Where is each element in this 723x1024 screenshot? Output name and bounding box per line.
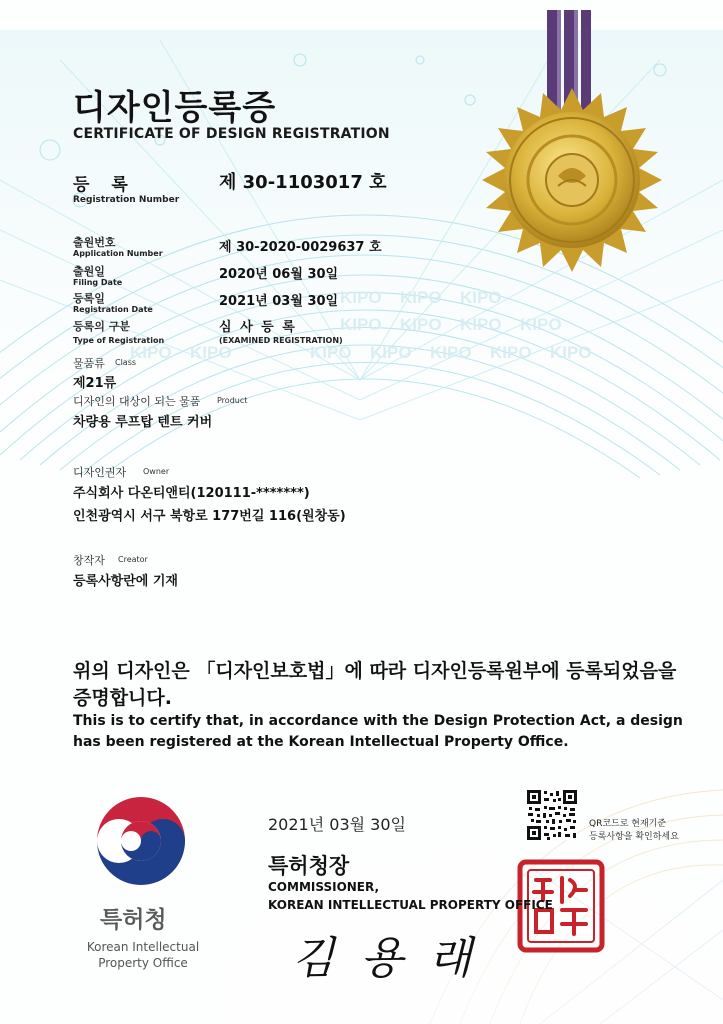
title-korean: 디자인등록증: [73, 88, 277, 128]
watermark-text: KIPO: [340, 315, 382, 334]
owner-address: 인천광역시 서구 북항로 177번길 116(원창동): [73, 509, 346, 524]
commissioner-title-english-line2: KOREAN INTELLECTUAL PROPERTY OFFICE: [268, 898, 553, 912]
certification-korean-line2: 증명합니다.: [73, 687, 172, 709]
watermark-text: KIPO: [370, 343, 412, 362]
class-value: 제21류: [73, 376, 117, 391]
kipo-logo-symbol: [96, 797, 186, 891]
filing-date: 2020년 06월 30일: [219, 267, 339, 282]
watermark-text: KIPO: [130, 343, 172, 362]
commissioner-title-english-line1: COMMISSIONER,: [268, 880, 380, 894]
watermark-text: KIPO: [190, 343, 232, 362]
filing-label-english: Filing Date: [73, 278, 123, 287]
class-label-english: Class: [115, 358, 137, 367]
creator-label-english: Creator: [118, 555, 148, 564]
certification-korean: [73, 658, 676, 712]
watermark-text: KIPO: [460, 315, 502, 334]
product-value: 차량용 루프탑 텐트 커버: [73, 415, 213, 430]
qr-note-line2: 등록사항을 확인하세요: [589, 832, 679, 842]
registration-date: 2021년 03월 30일: [219, 294, 339, 309]
watermark-text: KIPO: [340, 288, 382, 307]
type-label-english: Type of Registration: [73, 336, 165, 345]
certification-korean-line1: 위의 디자인은 「디자인보호법」에 따라 디자인등록원부에 등록되었음을: [73, 660, 677, 682]
commissioner-title-korean: 특허청장: [268, 854, 350, 878]
kipo-name-korean: 특허청: [100, 907, 167, 933]
qr-note-line1: QR코드로 현재기준: [589, 819, 667, 829]
kipo-name-english-line2: Property Office: [98, 956, 188, 970]
kipo-name-english-line1: Korean Intellectual: [86, 940, 200, 954]
product-label-english: Product: [217, 396, 248, 405]
application-label-korean: 출원번호: [73, 236, 116, 249]
watermark-text: KIPO: [310, 343, 352, 362]
registration-type-english: (EXAMINED REGISTRATION): [219, 336, 343, 345]
registration-type: 심 사 등 록: [219, 320, 297, 335]
watermark-text: KIPO: [520, 315, 562, 334]
application-label-english: Application Number: [73, 249, 163, 258]
product-label-korean: 디자인의 대상이 되는 물품: [73, 395, 201, 408]
certification-english-line1: This is to certify that, in accordance with the Design Protection Act, a design: [73, 713, 683, 729]
certification-english-line2: has been registered at the Korean Intellectual Property Office.: [73, 734, 569, 750]
class-label-korean: 물품류: [73, 357, 105, 370]
watermark-text: KIPO: [550, 343, 592, 362]
owner-name: 주식회사 다온티앤티(120111-*******): [73, 486, 310, 501]
creator-value: 등록사항란에 기재: [73, 574, 178, 589]
registration-date-label-korean: 등록일: [73, 292, 105, 305]
registration-label-korean: 등 록: [73, 175, 136, 195]
owner-label-english: Owner: [143, 467, 170, 476]
qr-code: [527, 790, 577, 840]
creator-label-korean: 창작자: [73, 554, 105, 567]
certification-english: [73, 711, 683, 753]
watermark-text: KIPO: [400, 315, 442, 334]
application-number: 제 30-2020-0029637 호: [219, 240, 382, 255]
watermark-text: KIPO: [400, 288, 442, 307]
kipo-name-english: [78, 939, 208, 971]
commissioner-signature: 김 용 래: [292, 933, 478, 984]
watermark-text: KIPO: [460, 288, 502, 307]
registration-number: 제 30-1103017 호: [219, 172, 387, 193]
registration-label-english: Registration Number: [73, 195, 180, 205]
owner-label-korean: 디자인권자: [73, 466, 127, 479]
qr-note: [589, 818, 679, 844]
registration-date-label-english: Registration Date: [73, 305, 153, 314]
filing-label-korean: 출원일: [73, 265, 105, 278]
watermark-text: KIPO: [490, 343, 532, 362]
watermark-text: KIPO: [430, 343, 472, 362]
issue-date: 2021년 03월 30일: [268, 815, 406, 834]
type-label-korean: 등록의 구분: [73, 320, 130, 333]
title-english: CERTIFICATE OF DESIGN REGISTRATION: [73, 126, 390, 142]
